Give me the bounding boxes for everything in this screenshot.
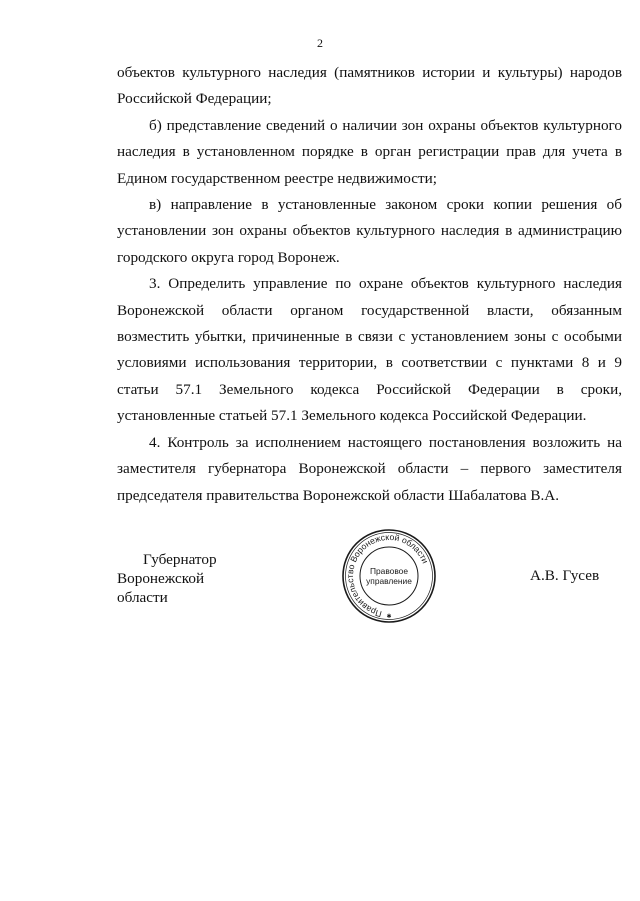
paragraph-item-v: в) направление в установленные законом сроки копии решения об установлении зон охраны объектов культурного наследия в администрацию городского округа город Воронеж. xyxy=(117,196,622,266)
page-number: 2 xyxy=(317,36,323,50)
paragraph-point-3: 3. Определить управление по охране объектов культурного наследия Воронежской области органом государственной власти, обязанным возместить убытки, причиненные в связи с установлением зоны с особыми условиями использования территории, в соответствии с пунктами 8 и 9 статьи 57.1 Земельного кодекса Российской Федерации в сроки, установленные статьей 57.1 Земельного кодекса Российской Федерации. xyxy=(117,275,622,425)
seal-center-line2: управление xyxy=(366,576,412,586)
signatory-title-line2: Воронежской области xyxy=(117,570,205,606)
official-seal-stamp xyxy=(341,528,437,624)
signatory-name: А.В. Гусев xyxy=(530,567,600,584)
signatory-title-line1: Губернатор xyxy=(143,551,217,568)
seal-ring-text: Правительство Воронежской области xyxy=(344,531,431,620)
paragraph-item-b: б) представление сведений о наличии зон охраны объектов культурного наследия в установленном порядке в орган регистрации прав для учета в Едином государственном реестре недвижимости; xyxy=(117,116,622,187)
paragraph-point-4: 4. Контроль за исполнением настоящего постановления возложить на заместителя губернатора Воронежской области – первого заместителя председателя правительства Воронежской области Шабалатова В.А. xyxy=(117,433,622,504)
document-body xyxy=(117,60,622,509)
seal-star-icon: ✱ xyxy=(386,613,392,620)
paragraph-continuation: объектов культурного наследия (памятников истории и культуры) народов Российской Федерации; xyxy=(117,64,622,108)
signatory-title xyxy=(117,550,257,607)
seal-center-line1: Правовое xyxy=(369,566,409,576)
